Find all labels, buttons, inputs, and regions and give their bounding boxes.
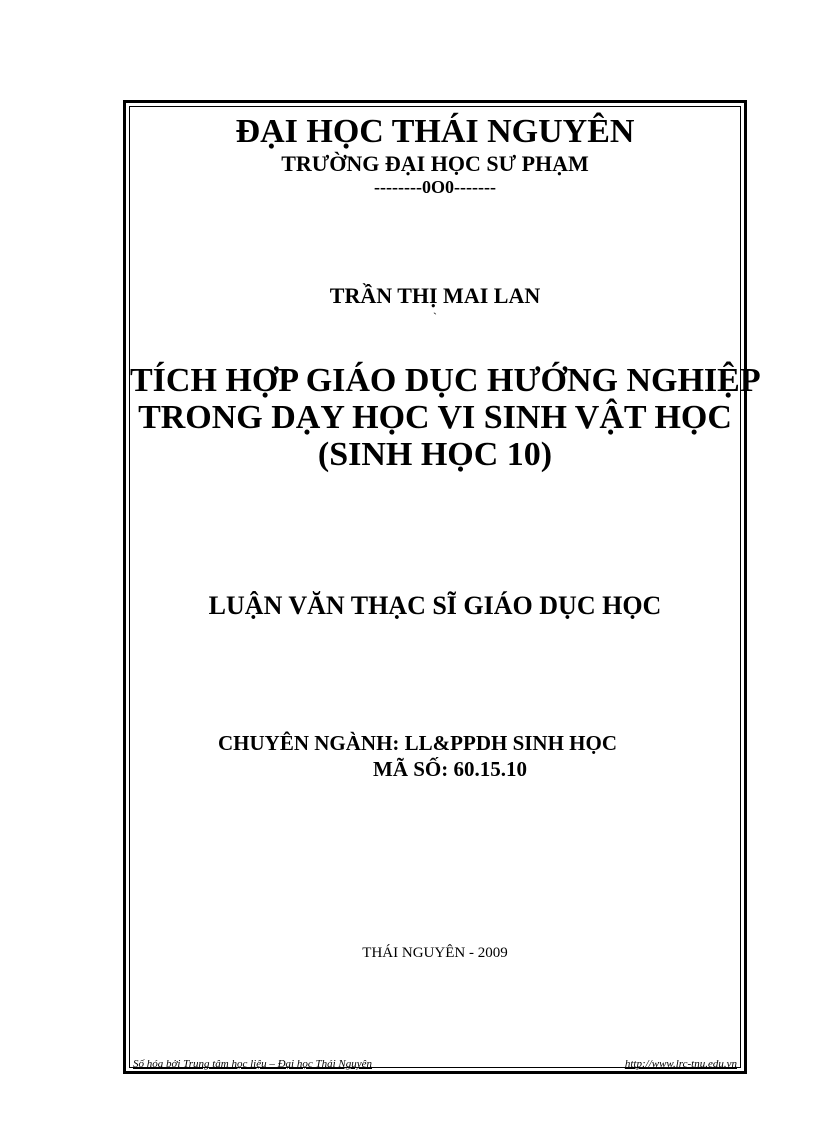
thesis-title-line-2: TRONG DẠY HỌC VI SINH VẬT HỌC [138,399,732,436]
university-name: ĐẠI HỌC THÁI NGUYÊN [235,113,635,150]
author-name: TRẦN THỊ MAI LAN [329,283,541,308]
specialization-code: MÃ SỐ: 60.15.10 [373,757,527,781]
place-year: THÁI NGUYÊN - 2009 [362,945,508,961]
thesis-title-line-3: (SINH HỌC 10) [317,436,553,473]
footer-digitized-by: Số hóa bởi Trung tâm học liệu – Đại học Thái Nguyên [133,1058,373,1070]
page-border-inner [129,106,761,1068]
specialization: CHUYÊN NGÀNH: LL&PPDH SINH HỌC [218,731,618,755]
thesis-title [130,362,761,473]
school-name: TRƯỜNG ĐẠI HỌC SƯ PHẠM [281,151,589,176]
separator: --------0O0------- [374,177,496,197]
degree-type: LUẬN VĂN THẠC SĨ GIÁO DỤC HỌC [208,591,662,620]
thesis-title-line-1: TÍCH HỢP GIÁO DỤC HƯỚNG NGHIỆP [130,362,761,399]
author-mark: ` [433,310,437,324]
footer-link[interactable]: http://www.lrc-tnu.edu.vn [624,1058,737,1070]
